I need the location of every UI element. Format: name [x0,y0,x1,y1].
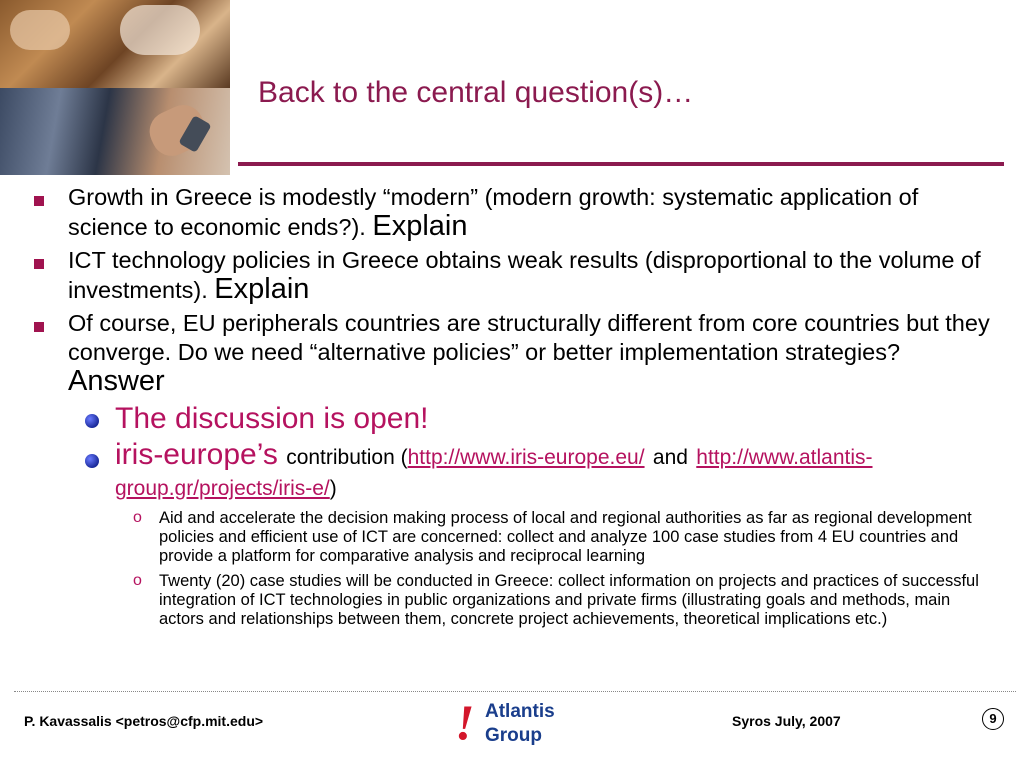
contribution-text: contribution ( [286,446,408,469]
sub-sub-bullet-text: Twenty (20) case studies will be conducted in Greece: collect information on projects and practices of successful integration of ICT technologies in public organizations and private firms (illustrating goals and methods, main actors and relationships between them, concrete project achievements, theoretical implications etc.) [159,572,979,628]
header-photo-businessman-phone [0,88,230,175]
footer-author: P. Kavassalis <petros@cfp.mit.edu> [24,713,264,729]
photo-shape [10,10,70,50]
sub-sub-bullet-item [30,509,990,566]
photo-shape [120,5,200,55]
sub-bullet-iris [30,438,990,503]
bullet-emphasis: Explain [372,210,468,242]
round-bullet-icon [85,454,99,468]
bullet-item [30,246,990,305]
slide-title: Back to the central question(s)… [258,76,694,109]
bullet-emphasis: Answer [68,365,165,397]
square-bullet-icon [34,259,44,269]
square-bullet-icon [34,322,44,332]
bullet-text: Growth in Greece is modestly “modern” (modern growth: systematic application of science to economic ends?). [68,184,919,240]
bullet-emphasis: Explain [214,273,310,305]
atlantis-project-link[interactable]: http://www.atlantis-group.gr/projects/iris-e/ [115,446,873,500]
logo-exclamation-icon: ! [455,694,475,750]
iris-europe-link[interactable]: http://www.iris-europe.eu/ [407,446,645,469]
bullet-list [30,183,990,629]
sub-sub-bullet-item [30,572,990,629]
bullet-item [30,183,990,242]
logo-text [485,700,555,748]
circle-bullet-icon: o [133,509,142,526]
bullet-text: Of course, EU peripherals countries are structurally different from core countries but they converge. Do we need “alternative policies” or better implementation strategies? [68,310,990,365]
logo-line-1: Atlantis [485,701,555,722]
bullet-item [30,309,990,397]
sub-bullet-text: The discussion is open! [115,402,429,435]
header-photo-meeting [0,0,230,88]
close-paren: ) [329,477,337,500]
round-bullet-icon [85,414,99,428]
page-number: 9 [982,708,1004,730]
sub-bullet-discussion [30,401,990,437]
footer-divider [14,691,1016,692]
square-bullet-icon [34,196,44,206]
iris-name: iris-europe’s [115,438,278,471]
circle-bullet-icon: o [133,572,142,589]
footer-location-date: Syros July, 2007 [732,713,841,729]
bullet-text: ICT technology policies in Greece obtains weak results (disproportional to the volume of investments). [68,247,981,303]
title-underline [238,162,1004,166]
sub-sub-bullet-text: Aid and accelerate the decision making process of local and regional authorities as far as regional development policies and efficient use of ICT are concerned: collect and analyze 100 case studies from 4 EU countries and provide a platform for comparative analysis and reciprocal learning [159,509,972,565]
logo-line-2: Group [485,725,542,746]
and-text: and [652,446,688,469]
atlantis-group-logo [455,694,575,754]
